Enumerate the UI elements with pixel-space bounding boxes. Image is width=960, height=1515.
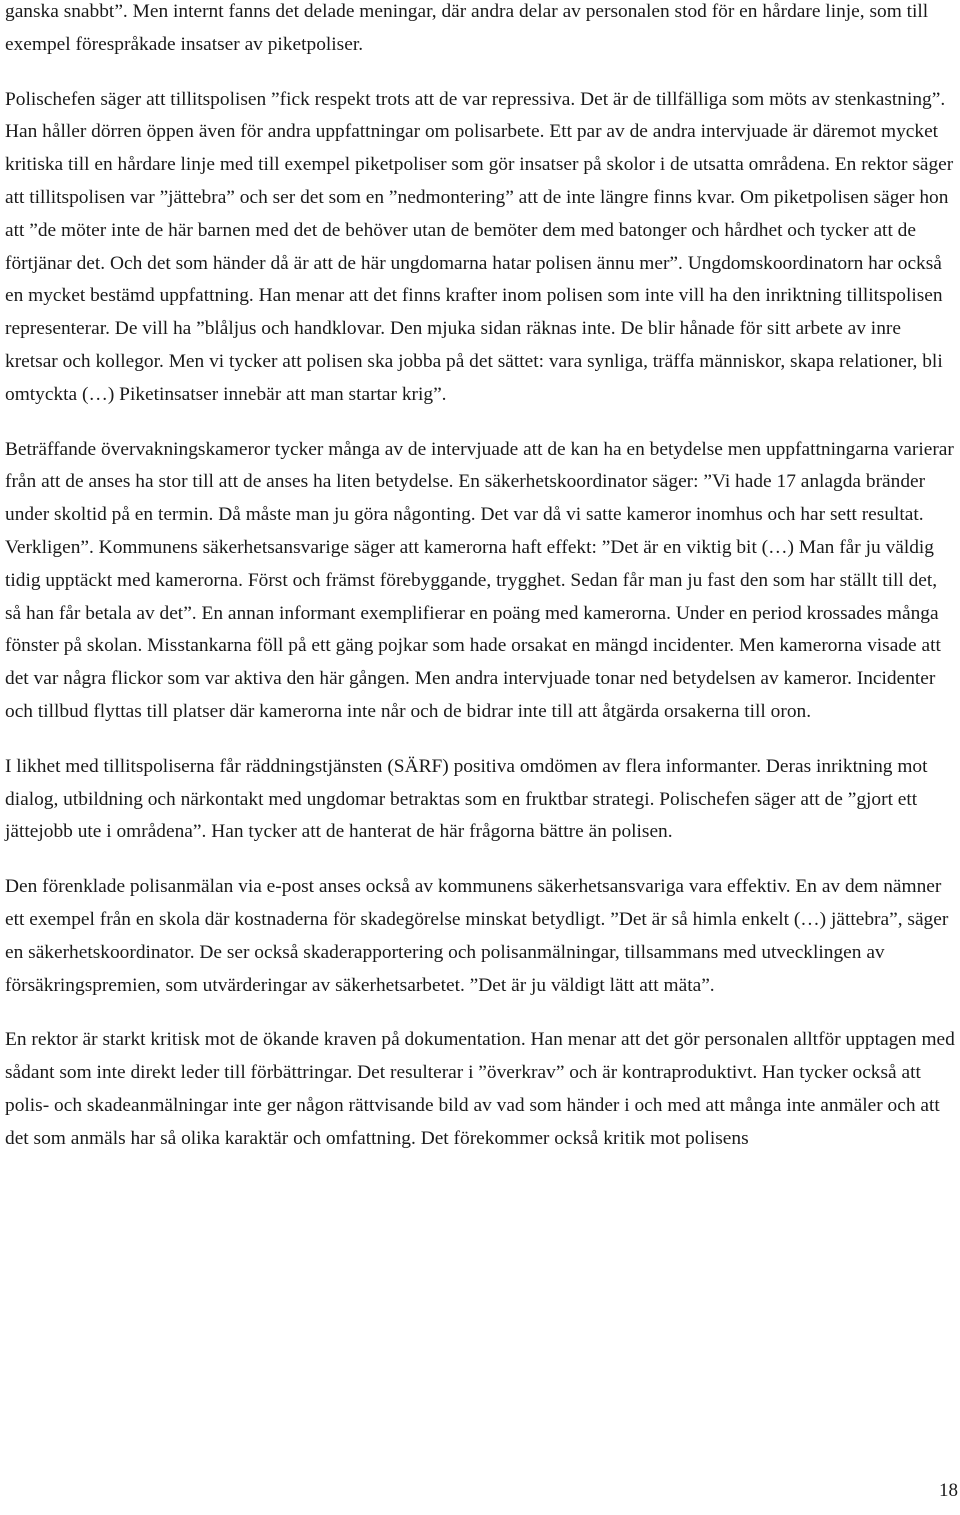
page-number: 18: [939, 1480, 958, 1501]
paragraph: Den förenklade polisanmälan via e-post anses också av kommunens säkerhetsansvariga vara effektiv. En av dem nämner ett exempel från en skola där kostnaderna för skadegörelse minskat betydligt. ”Det är så himla enkelt (…) jättebra”, säger en säkerhetskoordinator. De ser också skaderapportering och polisanmälningar, tillsammans med utvecklingen av försäkringspremien, som utvärderingar av säkerhetsarbetet. ”Det är ju väldigt lätt att mäta”.: [5, 876, 949, 996]
paragraph: Beträffande övervakningskameror tycker många av de intervjuade att de kan ha en betydelse men uppfattningarna varierar från att de anses ha stor till att de anses ha liten betydelse. En säkerhetskoordinator säger: ”Vi hade 17 anlagda bränder under skoltid på en termin. Då måste man ju göra någonting. Det var då vi satte kameror inomhus och har sett resultat. Verkligen”. Kommunens säkerhetsansvarige säger att kamerorna haft effekt: ”Det är en viktig bit (…) Man får ju väldig tidig upptäckt med kamerorna. Först och främst förebyggande, trygghet. Sedan får man ju fast den som har ställt till det, så han får betala av det”. En annan informant exemplifierar en poäng med kamerorna. Under en period krossades många fönster på skolan. Misstankarna föll på ett gäng pojkar som hade orsakat en mängd incidenter. Men kamerorna visade att det var några flickor som var aktiva den här gången. Men andra intervjuade tonar ned betydelsen av kameror. Incidenter och tillbud flyttas till platser där kamerorna inte når och de bidrar inte till att åtgärda orsakerna till oron.: [5, 438, 954, 722]
document-page: [5, 0, 957, 1178]
paragraph: ganska snabbt”. Men internt fanns det delade meningar, där andra delar av personalen stod för en hårdare linje, som till exempel förespråkade insatser av piketpoliser.: [5, 1, 929, 55]
paragraph: I likhet med tillitspoliserna får räddningstjänsten (SÄRF) positiva omdömen av flera informanter. Deras inriktning mot dialog, utbildning och närkontakt med ungdomar betraktas som en fruktbar strategi. Polischefen säger att de ”gjort ett jättejobb ute i områdena”. Han tycker att de hanterat de här frågorna bättre än polisen.: [5, 755, 928, 843]
paragraph: En rektor är starkt kritisk mot de ökande kraven på dokumentation. Han menar att det gör personalen alltför upptagen med sådant som inte direkt leder till förbättringar. Det resulterar i ”överkrav” och är kontraproduktivt. Han tycker också att polis- och skadeanmälningar inte ger någon rättvisande bild av vad som händer i och med att många inte anmäler och att det som anmäls har så olika karaktär och omfattning. Det förekommer också kritik mot polisens: [5, 1029, 955, 1149]
paragraph: Polischefen säger att tillitspolisen ”fick respekt trots att de var repressiva. Det är de tillfälliga som möts av stenkastning”. Han håller dörren öppen även för andra uppfattningar om polisarbete. Ett par av de andra intervjuade är däremot mycket kritiska till en hårdare linje med till exempel piketpoliser som gör insatser på skolor i de utsatta områdena. En rektor säger att tillitspolisen var ”jättebra” och ser det som en ”nedmontering” att de inte längre finns kvar. Om piketpolisen säger hon att ”de möter inte de här barnen med det de behöver utan de bemöter dem med batonger och hårdhet och tycker att de förtjänar det. Och det som händer då är att de här ungdomarna hatar polisen ännu mer”. Ungdomskoordinatorn har också en mycket bestämd uppfattning. Han menar att det finns krafter inom polisen som inte vill ha den inriktning tillitspolisen representerar. De vill ha ”blåljus och handklovar. Den mjuka sidan räknas inte. De blir hånade för sitt arbete av inre kretsar och kollegor. Men vi tycker att polisen ska jobba på det sättet: vara synliga, träffa människor, skapa relationer, bli omtyckta (…) Piketinsatser innebär att man startar krig”.: [5, 88, 954, 405]
